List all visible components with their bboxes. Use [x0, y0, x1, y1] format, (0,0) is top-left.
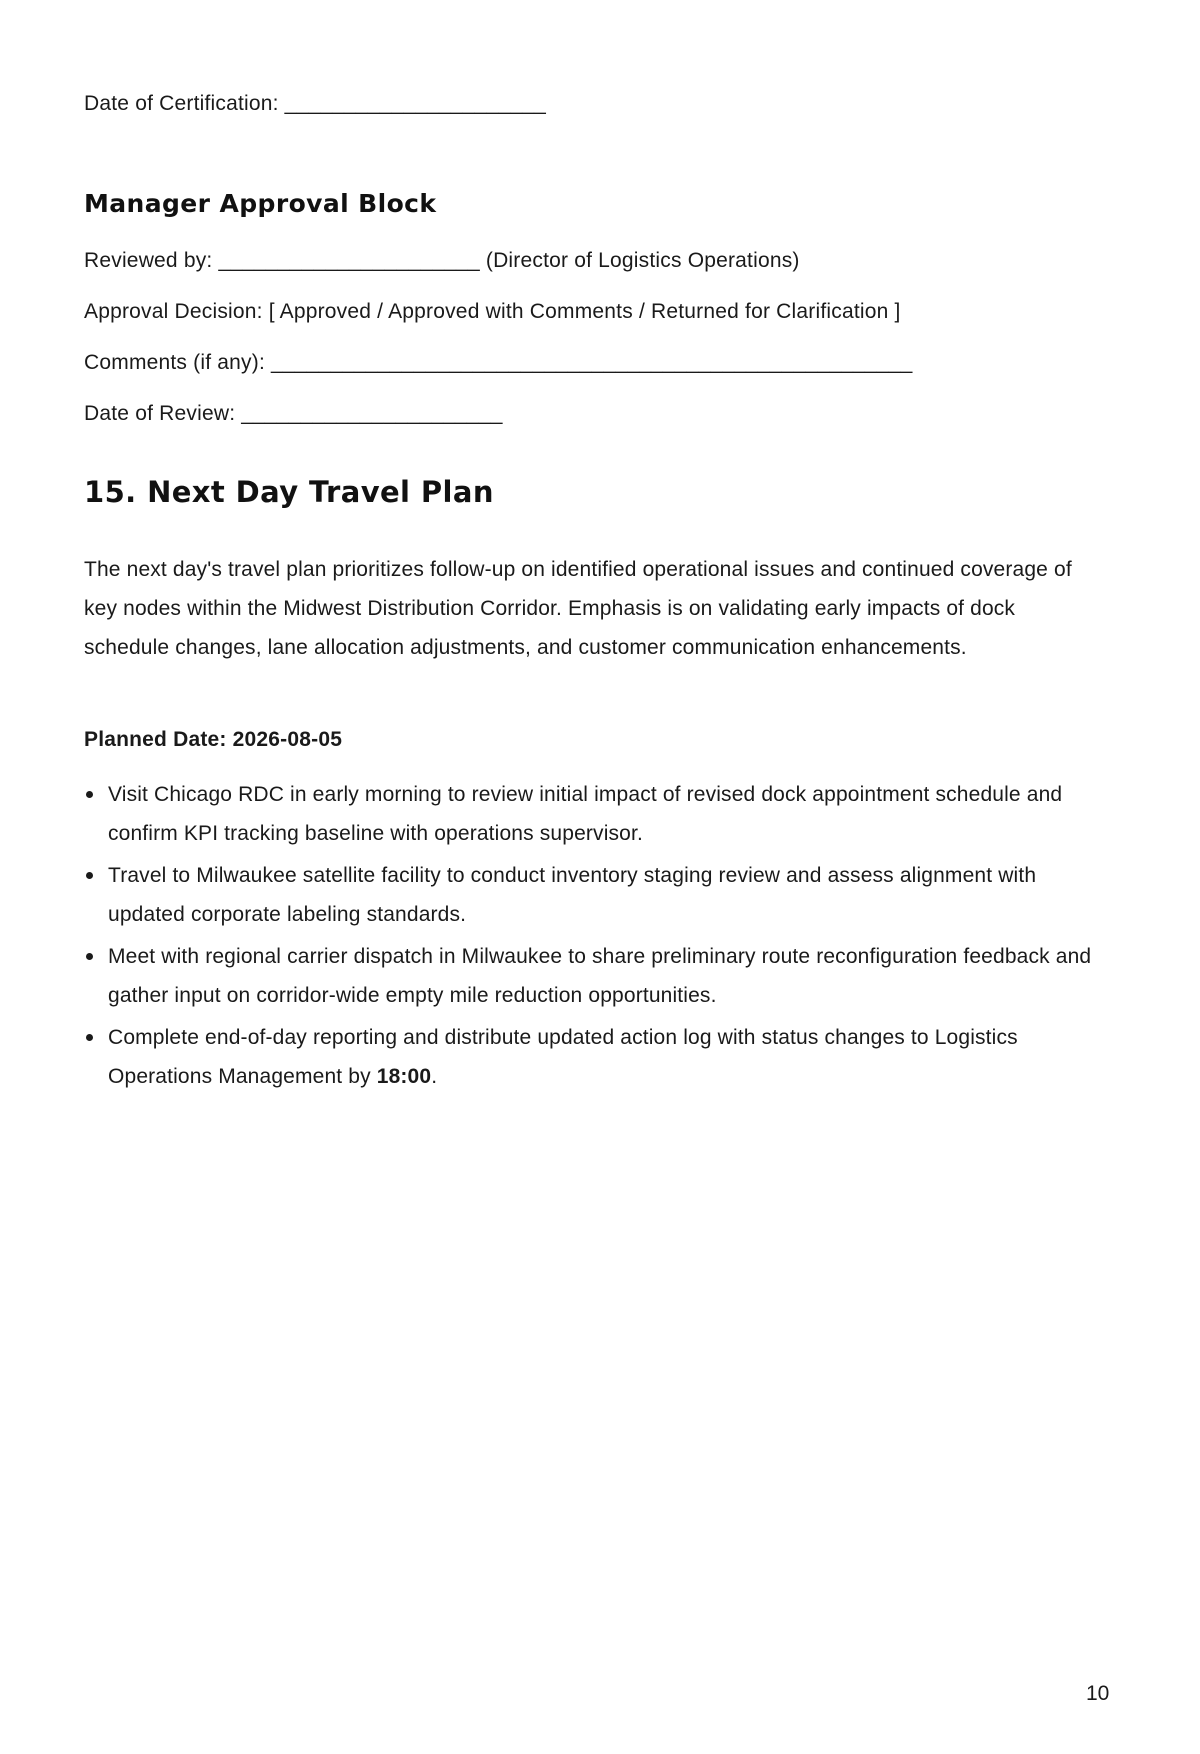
date-of-review-line: Date of Review: ______________________ [84, 402, 503, 425]
list-item-suffix: . [431, 1065, 438, 1088]
list-item-text: Complete end-of-day reporting and distribute updated action log with status changes to Logistics Operations Management by [108, 1026, 1018, 1088]
bullet-icon [86, 1034, 93, 1041]
deadline-time: 18:00 [376, 1065, 432, 1088]
list-item [84, 1018, 1116, 1096]
list-item-text: Travel to Milwaukee satellite facility to conduct inventory staging review and assess alignment with updated corporate labeling standards. [108, 864, 1037, 926]
travel-plan-list [84, 775, 1116, 1099]
section-15-heading: 15. Next Day Travel Plan [84, 475, 494, 509]
travel-plan-paragraph: The next day's travel plan prioritizes follow-up on identified operational issues and continued coverage of key nodes within the Midwest Distribution Corridor. Emphasis is on validating early impacts of dock schedule changes, lane allocation adjustments, and customer communication enhancements. [84, 558, 1072, 659]
page-number: 10 [1086, 1682, 1110, 1705]
manager-approval-heading: Manager Approval Block [84, 189, 437, 218]
date-of-certification-line: Date of Certification: ______________________ [84, 92, 547, 115]
reviewed-by-line: Reviewed by: ______________________ (Director of Logistics Operations) [84, 249, 800, 272]
approval-decision-line: Approval Decision: [ Approved / Approved with Comments / Returned for Clarification ] [84, 300, 901, 323]
comments-line: Comments (if any): ______________________________________________________ [84, 351, 913, 374]
bullet-icon [86, 953, 93, 960]
list-item [84, 937, 1116, 1015]
list-item-text: Visit Chicago RDC in early morning to review initial impact of revised dock appointment schedule and confirm KPI tracking baseline with operations supervisor. [108, 783, 1063, 845]
planned-date: Planned Date: 2026-08-05 [84, 728, 343, 751]
list-item [84, 775, 1116, 853]
bullet-icon [86, 872, 93, 879]
list-item [84, 856, 1116, 934]
list-item-text: Meet with regional carrier dispatch in Milwaukee to share preliminary route reconfiguration feedback and gather input on corridor-wide empty mile reduction opportunities. [108, 945, 1092, 1007]
bullet-icon [86, 791, 93, 798]
